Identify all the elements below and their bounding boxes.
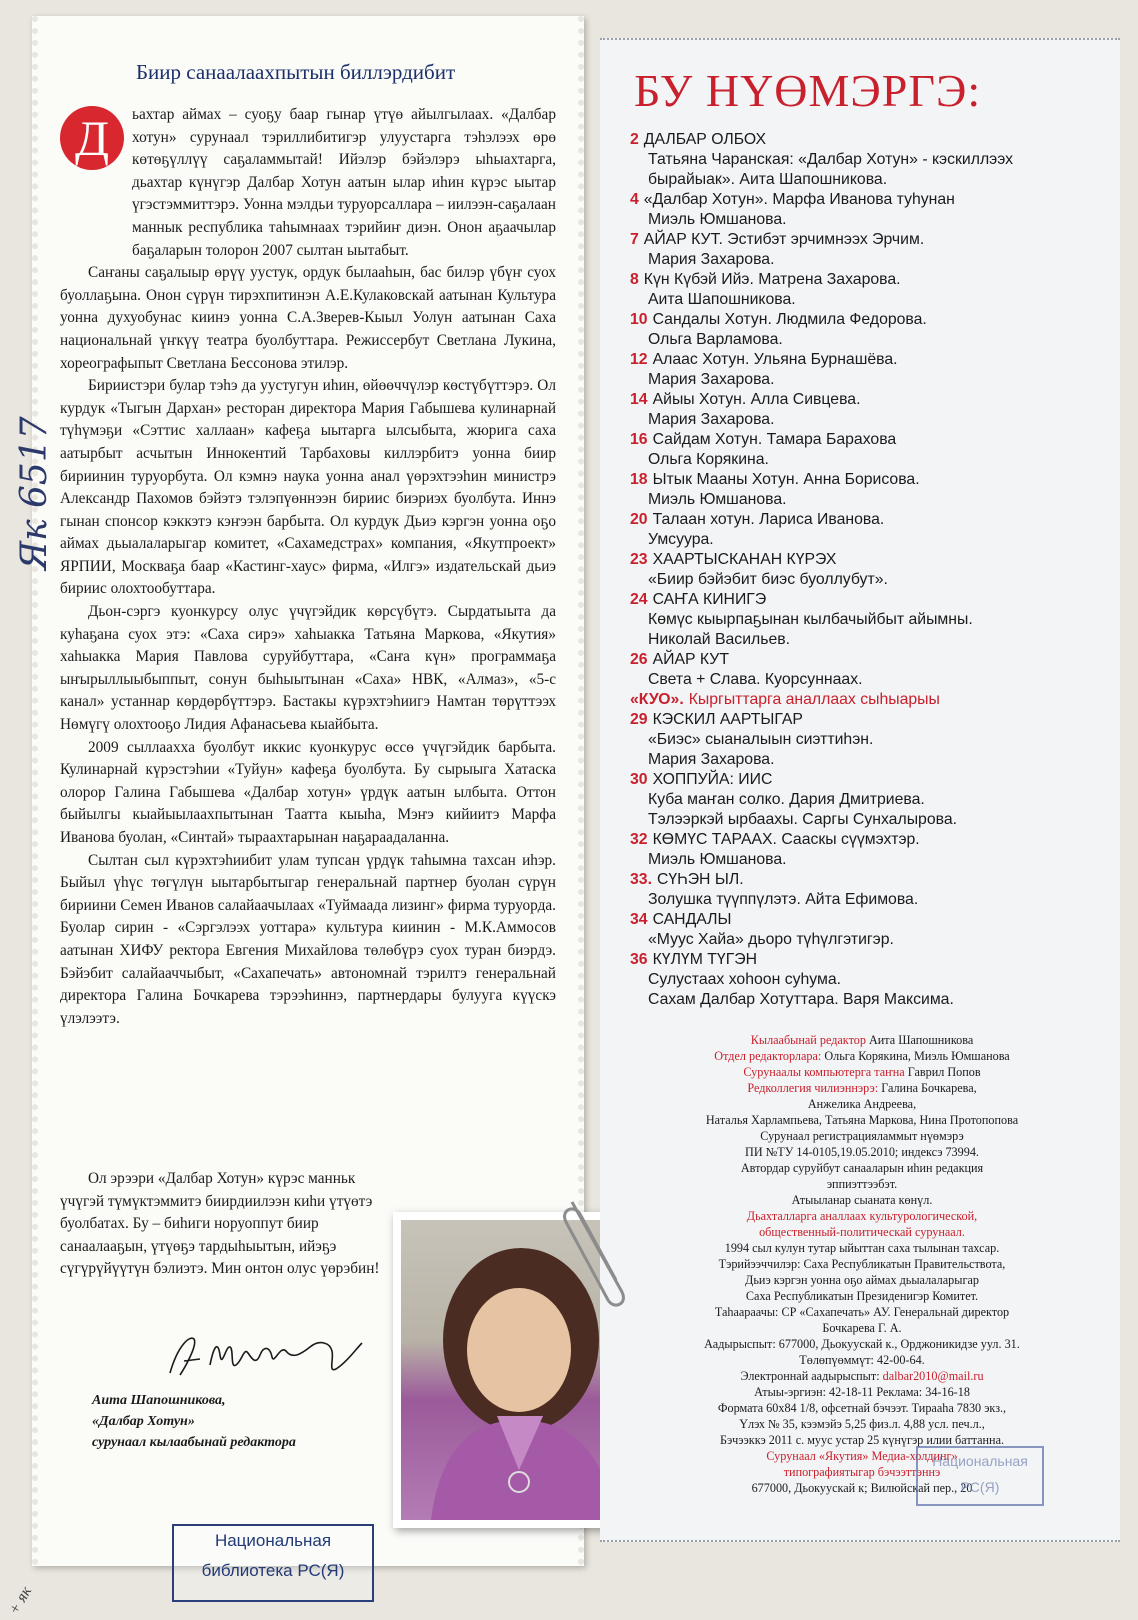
- toc-entry: [630, 590, 1100, 650]
- imprint-text: Ольга Корякина, Миэль Юмшанова: [821, 1049, 1010, 1063]
- editorial-title: Биир санаалаахпытын биллэрдибит: [136, 60, 456, 84]
- imprint-text: Автордар суруйбут санааларын иһин редакция: [740, 1161, 984, 1175]
- toc-page-number: 7: [630, 231, 639, 248]
- imprint-label: Сурунаалы компьютерга таҥна: [743, 1065, 905, 1079]
- imprint-text: Саха Республикатын Президенигэр Комитет.: [745, 1289, 979, 1303]
- toc-entry: [630, 510, 1100, 550]
- toc-entry: [630, 770, 1100, 830]
- imprint-text: Бэчээккэ 2011 с. муус устар 25 күнүгэр илии баттанна.: [719, 1433, 1005, 1447]
- imprint-line: [650, 1336, 1074, 1352]
- imprint-line: [650, 1352, 1074, 1368]
- imprint-line: [650, 1400, 1074, 1416]
- toc-heading: КӨМҮС ТАРААХ. Сааскы сүүмэхтэр.: [652, 831, 920, 848]
- toc-entry: [630, 710, 1100, 770]
- toc-entry: [630, 310, 1100, 350]
- imprint-line: [650, 1080, 1074, 1096]
- editorial-paragraph: 2009 сыллааххa буолбут иккис куонкурус өссө үчүгэйдик барбыта. Кулинарнай күрэстэһии «Туйун» кафеҕа буолбута. Бу сырыыга Хатаска олорор Галина Габышева «Далбар хотун» үрдүк аатын ылбыта. Оттон быйылгы кыайыылаахпытынан Таатта кыыһа, Мэҥэ кийиитэ Марфа Иванова буолан, «Синтай» тыраахтарынан наҕараадаланна.: [60, 738, 556, 846]
- toc-entry-detail: Мария Захарова.: [648, 371, 775, 388]
- author-name: Аита Шапошникова,: [92, 1393, 226, 1408]
- imprint-line: [650, 1304, 1074, 1320]
- editorial-body: [60, 104, 556, 1030]
- toc-entry-detail: «Биир бэйэбит биэс буоллубут».: [648, 571, 888, 588]
- imprint-text: Галина Бочкарева,: [878, 1081, 977, 1095]
- toc-page-number: 18: [630, 471, 648, 488]
- imprint-text: 1994 сыл кулун тутар ыйыттан саха тылынан тахсар.: [724, 1241, 1000, 1255]
- toc-page-number: 34: [630, 911, 648, 928]
- stamp-line: Национальная: [214, 1531, 332, 1550]
- imprint-text: Атыыланар сыаната көнүл.: [791, 1193, 933, 1207]
- imprint-line: [650, 1416, 1074, 1432]
- toc-heading: Кыргыттарга аналлаах сыһыарыы: [688, 691, 940, 708]
- imprint-text: ПИ №ТУ 14-0105,19.05.2010; индексэ 73994.: [745, 1145, 979, 1159]
- toc-entry-detail: Аита Шапошникова.: [648, 291, 796, 308]
- imprint-text: Анжелика Андреева,: [807, 1097, 917, 1111]
- author-signature-block: [92, 1390, 296, 1453]
- toc-entry-detail: Мария Захарова.: [648, 251, 775, 268]
- toc-heading: КЭСКИЛ ААРТЫГАР: [652, 711, 803, 728]
- toc-page-number: 32: [630, 831, 648, 848]
- imprint-line: [650, 1096, 1074, 1112]
- library-stamp: [172, 1524, 374, 1602]
- toc-heading: САНДАЛЫ: [652, 911, 732, 928]
- imprint-label: общественный-политическай сурунаал.: [759, 1225, 965, 1239]
- toc-page-number: 26: [630, 651, 648, 668]
- table-of-contents: [630, 130, 1100, 1010]
- toc-entry-detail: Мария Захарова.: [648, 411, 775, 428]
- toc-entry: [630, 230, 1100, 270]
- toc-entry: [630, 270, 1100, 310]
- toc-entry: [630, 650, 1100, 690]
- imprint-line: [650, 1112, 1074, 1128]
- paperclip-icon: [552, 1192, 642, 1312]
- toc-entry-detail: Тэлээркэй ырбаахы. Саргы Сунхалырова.: [648, 811, 958, 828]
- imprint-line: [650, 1032, 1074, 1048]
- editorial-paragraph: ьахтар аймах – суоҕу баар гынар үтүө айылгылаах. «Далбар хотун» сурунаал тэриллибитигэр улуустарга тэһэлээх өрө көтөҕүллүү саҕаламмытай! Ийэлэр бэйэлэрэ ыһыахтарга, дьахтар күнүгэр Далбар Хотун аатын ылар иһин күрэс ыытар үгэстэммиттэрэ. Уонна мэлдьи туруорсаллара – иилээн-саҕалаан маннык республика таһымнаах тэрийиҥ диэн. Онон аҕаачылар баҕаларын толорон 2007 сылтан ыытабыт.: [132, 106, 556, 259]
- toc-entry-detail: Көмүс кыырпаҕынан кылбачыйбыт айымны.: [648, 611, 973, 628]
- toc-page-number: 16: [630, 431, 648, 448]
- toc-heading: САҤА КИНИГЭ: [652, 591, 767, 608]
- toc-page-number: 10: [630, 311, 648, 328]
- imprint-label: Редколлегия чилиэннэрэ:: [747, 1081, 879, 1095]
- toc-heading: Ытык Мааны Хотун. Анна Борисова.: [652, 471, 920, 488]
- imprint-line: [650, 1160, 1074, 1176]
- toc-entry-detail: Миэль Юмшанова.: [648, 211, 787, 228]
- imprint-text: Таһаараачы: СР «Сахапечать» АУ. Генеральнай директор: [714, 1305, 1010, 1319]
- toc-entry-detail: Света + Слава. Куорсуннаах.: [648, 671, 863, 688]
- toc-page-number: 29: [630, 711, 648, 728]
- imprint-text: Гаврил Попов: [904, 1065, 981, 1079]
- toc-page-number: 2: [630, 131, 639, 148]
- toc-heading: Айыы Хотун. Алла Сивцева.: [652, 391, 861, 408]
- imprint-email[interactable]: dalbar2010@mail.ru: [882, 1369, 984, 1383]
- imprint-line: [650, 1176, 1074, 1192]
- toc-heading: СҮҺЭН ЫЛ.: [656, 871, 744, 888]
- toc-page-number: 24: [630, 591, 648, 608]
- toc-heading: АЙАР КУТ: [652, 651, 729, 668]
- toc-heading: Талаан хотун. Лариса Иванова.: [652, 511, 885, 528]
- imprint-text: 677000, Дьокуускай к; Вилюйскай пер., 20: [751, 1481, 973, 1495]
- imprint-text: эппиэттээбэт.: [826, 1177, 898, 1191]
- imprint-label: Дьахталларга аналлаах культурологической,: [746, 1209, 978, 1223]
- toc-page-number: 30: [630, 771, 648, 788]
- toc-heading: Сайдам Хотун. Тамара Барахова: [652, 431, 897, 448]
- imprint-line: [650, 1192, 1074, 1208]
- toc-heading: АЙАР КУТ. Эстибэт эрчимнээх Эрчим.: [643, 231, 925, 248]
- toc-entry: [630, 390, 1100, 430]
- closing-paragraph: Ол эрээри «Далбар Хотун» күрэс манньк үчүгэй түмүктэммитэ биирдиилээн киһи үтүөтэ буолбатах. Бу – биһиги норуоппут биир санаалааҕын, үтүөҕэ тардыһыытын, ийэҕэ сүгүрүйүүтүн бэлиэтэ. Мин онтон олус үөрэбин!: [60, 1170, 380, 1278]
- imprint-text: Наталья Харлампьева, Татьяна Маркова, Нина Протопопова: [705, 1113, 1019, 1127]
- toc-entry-detail: Татьяна Чаранская: «Далбар Хотун» - кэскиллээх бырайыак». Аита Шапошникова.: [648, 151, 1014, 188]
- imprint-text: Формата 60х84 1/8, офсетнай бэчээт. Тирааһа 7830 экз.,: [717, 1401, 1007, 1415]
- toc-entry-detail: Золушка түүппүлэтэ. Айта Ефимова.: [648, 891, 919, 908]
- toc-page-number: «КУО».: [630, 691, 684, 708]
- imprint-label: Кылаабынай редактор: [750, 1033, 866, 1047]
- toc-entry-detail: Сахам Далбар Хотуттара. Варя Максима.: [648, 991, 954, 1008]
- toc-entry: [630, 830, 1100, 870]
- library-stamp-faded: [916, 1446, 1044, 1506]
- handwritten-call-number: Як 6517: [14, 416, 55, 570]
- toc-entry-detail: Ольга Корякина.: [648, 451, 769, 468]
- imprint-text: Сурунаал регистрацияламмыт нүөмэрэ: [760, 1129, 964, 1143]
- editorial-paragraph: Дьон-сэргэ куонкурсу олус үчүгэйдик көрсүбүтэ. Сырдатыыта да куһаҕана суох этэ: «Саха сирэ» хаһыакка Татьяна Маркова, «Якутия» хаһыакка Мария Павлова суруйбуттара, «Саҥа күн» программаҕа ыҥырыллыыбыппыт, сонун быһыытынан «Саха» НВК, «Алмаз», «5-с канал» устаннар көрдөрбүттэрэ. Бастакы күрэхтэһиигэ Намтан төрүттээх Нөмүгү олохтооҕо Лидия Афанасьева кыайбыта.: [60, 603, 556, 734]
- author-role-magazine: «Далбар Хотун»: [92, 1414, 195, 1429]
- imprint-line: [650, 1288, 1074, 1304]
- imprint-label: типографиятыгар бэчээттэннэ: [783, 1465, 941, 1479]
- toc-entry: [630, 910, 1100, 950]
- imprint-line: [650, 1048, 1074, 1064]
- toc-entry-detail: «Муус Хайа» дьоро түһүлгэтигэр.: [648, 931, 894, 948]
- imprint-text: Электроннай аадырыспыт:: [740, 1369, 883, 1383]
- imprint-line: [650, 1256, 1074, 1272]
- imprint-line: [650, 1128, 1074, 1144]
- editorial-paragraph: Бириистэри булар тэһэ да уустугун иһин, өйөөччүлэр көстүбүттэрэ. Ол курдук «Тыгын Дархан» ресторан директора Мария Габышева кулинарнай түһүмэҕи «Сэттис халлаан» кафеҕа ыытарга ылсыбыта, жюрига саха аатырбыт асчытын Иннокентий Тарбаховы киллэрбитэ уонна биир бириинин туруорбута. Ол кэмнэ наука уонна анал үөрэхтээһин министрэ Александр Пахомов бэйэтэ тэлэпүөннээн бириис биэриэх буолбута. Иннэ гынан спонсор кэккэтэ кэҥээн барбыта. Ол курдук Дьиэ кэргэн уонна оҕо аймах дьыалаларыгар комитет, «Сахамедстрах» компания, «Якутпроект» ЯРПИИ, Москваҕа баар «Кастинг-хаус» фирма, «Илгэ» издательскай дьиэ бириис олохтообуттара.: [60, 377, 556, 598]
- imprint-label: Сурунаал «Якутия» Медиа-холдинг»: [766, 1449, 958, 1463]
- toc-entry-detail: Куба маҥан солко. Дария Дмитриева.: [648, 791, 925, 808]
- imprint-label: Отдел редакторлара:: [714, 1049, 822, 1063]
- imprint-text: Аита Шапошникова: [865, 1033, 974, 1047]
- toc-entry-detail: Миэль Юмшанова.: [648, 491, 787, 508]
- toc-heading: ХААРТЫСКАНАН КҮРЭХ: [652, 551, 837, 568]
- handwritten-note: + як: [5, 1583, 36, 1618]
- imprint-block: [650, 1032, 1074, 1496]
- toc-page-number: 36: [630, 951, 648, 968]
- imprint-line: [650, 1208, 1074, 1224]
- toc-entry-detail: Ольга Варламова.: [648, 331, 783, 348]
- toc-heading: Алаас Хотун. Ульяна Бурнашёва.: [652, 351, 898, 368]
- toc-heading: «Далбар Хотун». Марфа Иванова туһунан: [643, 191, 955, 208]
- imprint-line: [650, 1064, 1074, 1080]
- toc-entry: [630, 350, 1100, 390]
- dropcap-letter: Д: [60, 106, 124, 170]
- toc-entry: [630, 950, 1100, 1010]
- imprint-text: Атыы-эргиэн: 42-18-11 Реклама: 34-16-18: [754, 1385, 970, 1399]
- toc-page-number: 4: [630, 191, 639, 208]
- imprint-text: Төлөпүөммүт: 42-00-64.: [799, 1353, 925, 1367]
- toc-entry: [630, 550, 1100, 590]
- imprint-text: Дьиэ кэргэн уонна оҕо аймах дьыалаларыгар: [745, 1273, 979, 1287]
- editorial-closing: [60, 1168, 400, 1281]
- toc-entry: [630, 430, 1100, 470]
- imprint-line: [650, 1368, 1074, 1384]
- toc-entry-detail: Сулустаах хоһоон суһума.: [648, 971, 842, 988]
- stamp-line: Национальная: [932, 1453, 1028, 1469]
- toc-entry-detail: Миэль Юмшанова.: [648, 851, 787, 868]
- stamp-line: РС(Я): [960, 1479, 1000, 1495]
- author-role-title: сурунаал кылаабынай редактора: [92, 1435, 296, 1450]
- imprint-line: [650, 1224, 1074, 1240]
- imprint-line: [650, 1320, 1074, 1336]
- stamp-line: библиотека РС(Я): [201, 1561, 345, 1580]
- toc-heading: Күн Күбэй Ийэ. Матрена Захарова.: [643, 271, 901, 288]
- imprint-line: [650, 1144, 1074, 1160]
- toc-entry: [630, 870, 1100, 910]
- toc-entry-detail: Николай Васильев.: [648, 631, 791, 648]
- toc-entry-detail: «Биэс» сыаналыын сиэттиһэн.: [648, 731, 874, 748]
- imprint-line: [650, 1240, 1074, 1256]
- toc-entry-detail: Мария Захарова.: [648, 751, 775, 768]
- imprint-text: Аадырыспыт: 677000, Дьокуускай к., Орджоникидзе уул. 31.: [704, 1337, 1020, 1351]
- imprint-line: [650, 1384, 1074, 1400]
- toc-heading: КҮЛҮМ ТҮГЭН: [652, 951, 758, 968]
- contents-title: БУ НҮӨМЭРГЭ:: [634, 65, 982, 116]
- toc-heading: ХОППУЙА: ИИС: [652, 771, 773, 788]
- toc-page-number: 23: [630, 551, 648, 568]
- toc-page-number: 8: [630, 271, 639, 288]
- toc-heading: ДАЛБАР ОЛБОХ: [643, 131, 767, 148]
- toc-page-number: 33.: [630, 871, 652, 888]
- imprint-text: Үлэх № 35, кээмэйэ 5,25 физ.л. 4,88 усл. печ.л.,: [739, 1417, 985, 1431]
- toc-page-number: 20: [630, 511, 648, 528]
- toc-page-number: 14: [630, 391, 648, 408]
- toc-entry: [630, 470, 1100, 510]
- toc-entry: [630, 690, 1100, 710]
- imprint-text: Бочкарева Г. А.: [822, 1321, 902, 1335]
- toc-entry: [630, 130, 1100, 190]
- imprint-line: [650, 1272, 1074, 1288]
- imprint-text: Тэрийээччилэр: Саха Республикатын Правительствота,: [718, 1257, 1006, 1271]
- toc-entry-detail: Умсуура.: [648, 531, 714, 548]
- handwritten-signature: [160, 1325, 370, 1385]
- toc-entry: [630, 190, 1100, 230]
- toc-page-number: 12: [630, 351, 648, 368]
- editorial-paragraph: Сылтан сыл күрэхтэһиибит улам тупсан үрдүк таһымна тахсан иһэр. Быйыл үһүс төгүлүн ыытарбытыгар генеральнай партнер буолан сүрүн бириини Семен Иванов салайаачылаах «Туймаада лизинг» фирма туруорда. Буолар сирин - «Сэргэлээх уоттара» культура киинин - М.К.Аммосов аатынан ХИФУ ректора Евгения Михайлова төлөбүрэ суох туран биэрдэ. Бэйэбит салайааччыбыт, «Сахапечать» автономнай тэрилтэ генеральнай директора Галина Бочкарева тэрээһиннэ, партнердары булууга күүскэ үлэлээтэ.: [60, 851, 556, 1027]
- toc-heading: Сандалы Хотун. Людмила Федорова.: [652, 311, 927, 328]
- editorial-paragraph: Саҥаны саҕалыыр өрүү уустук, ордук былааһын, бас билэр үбүҥ суох буоллаҕына. Онон сүрүн тирэхпитинэн А.Е.Кулаковскай аатынан Культура уонна духуобунас киинэ уонна С.А.Зверев-Кыыл Уолун аатынан Саха национальнай үҥкүү театра буолбуттара. Режиссербут Светлана Лукина, хореографыпыт Светлана Бессонова этилэр.: [60, 264, 556, 372]
